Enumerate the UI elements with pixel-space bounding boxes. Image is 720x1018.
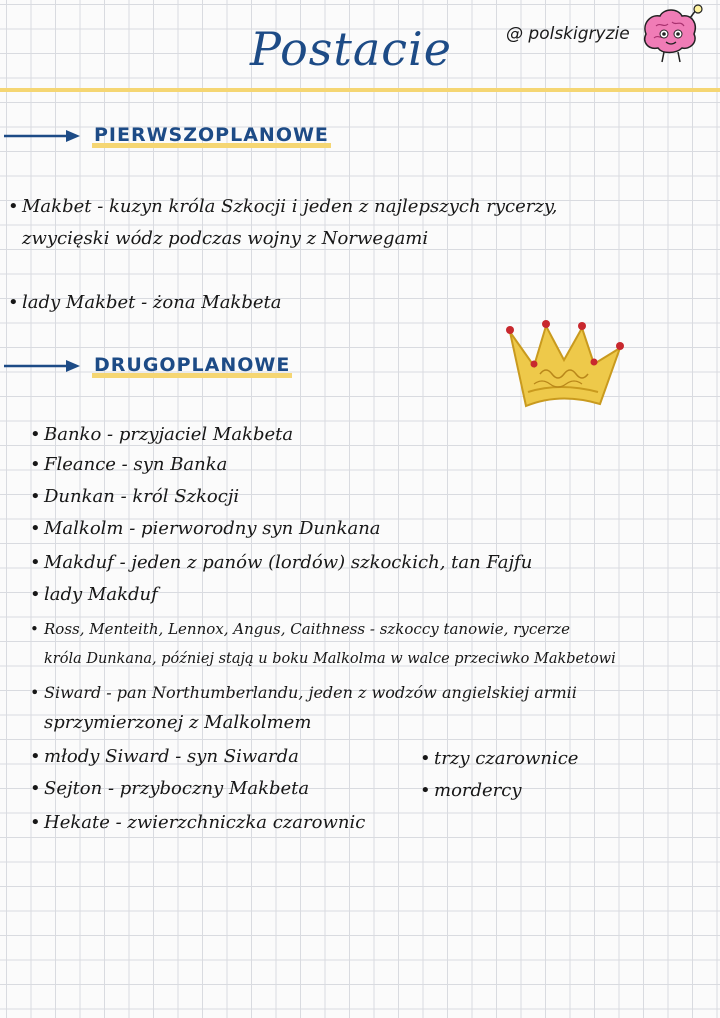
list-item: • lady Makbet - żona Makbeta: [8, 292, 282, 313]
list-item-side: • mordercy: [420, 780, 522, 801]
list-item-side: • trzy czarownice: [420, 748, 579, 769]
list-item: • młody Siward - syn Siwarda: [30, 746, 299, 767]
list-item: • Makduf - jeden z panów (lordów) szkockich, tan Fajfu: [30, 552, 533, 573]
list-item: • Banko - przyjaciel Makbeta: [30, 424, 294, 445]
bullet: •: [420, 748, 431, 769]
bullet: •: [8, 292, 19, 313]
bullet: •: [420, 780, 431, 801]
bullet: •: [30, 812, 41, 833]
bullet: •: [30, 620, 39, 638]
list-item: • Fleance - syn Banka: [30, 454, 228, 475]
list-item-continuation: króla Dunkana, później stają u boku Malkolma w walce przeciwko Makbetowi: [44, 651, 616, 667]
list-item: • Sejton - przyboczny Makbeta: [30, 778, 310, 799]
bullet: •: [30, 486, 41, 507]
list-item: • Dunkan - król Szkocji: [30, 486, 240, 507]
bullet: •: [30, 584, 41, 605]
list-item: • Ross, Menteith, Lennox, Angus, Caithness - szkoccy tanowie, rycerze: [30, 620, 571, 638]
list-item: • Siward - pan Northumberlandu, jeden z wodzów angielskiej armii: [30, 683, 577, 702]
section-title-first: PIERWSZOPLANOWE: [94, 124, 329, 146]
crown-icon: [500, 312, 628, 412]
bullet: •: [8, 196, 19, 217]
bullet: •: [30, 746, 41, 767]
list-item: • Makbet - kuzyn króla Szkocji i jeden z najlepszych rycerzy,: [8, 196, 558, 217]
brain-mascot-icon: [636, 4, 710, 66]
section-second: [4, 346, 292, 386]
arrow-icon: [4, 128, 82, 144]
arrow-icon: [4, 358, 82, 374]
header-rule: [0, 88, 720, 92]
bullet: •: [30, 683, 40, 702]
bullet: •: [30, 778, 41, 799]
page-title: Postacie: [250, 22, 452, 76]
section-first: [4, 116, 331, 156]
list-item: • Malkolm - pierworodny syn Dunkana: [30, 518, 381, 539]
section-title-second: DRUGOPLANOWE: [94, 354, 291, 376]
author-handle: @ polskigryzie: [506, 24, 630, 44]
bullet: •: [30, 552, 41, 573]
bullet: •: [30, 454, 41, 475]
bullet: •: [30, 518, 41, 539]
list-item-continuation: sprzymierzonej z Malkolmem: [44, 712, 312, 733]
bullet: •: [30, 424, 41, 445]
list-item: • Hekate - zwierzchniczka czarownic: [30, 812, 366, 833]
list-item-continuation: zwycięski wódz podczas wojny z Norwegami: [22, 228, 429, 249]
list-item: • lady Makduf: [30, 584, 158, 605]
